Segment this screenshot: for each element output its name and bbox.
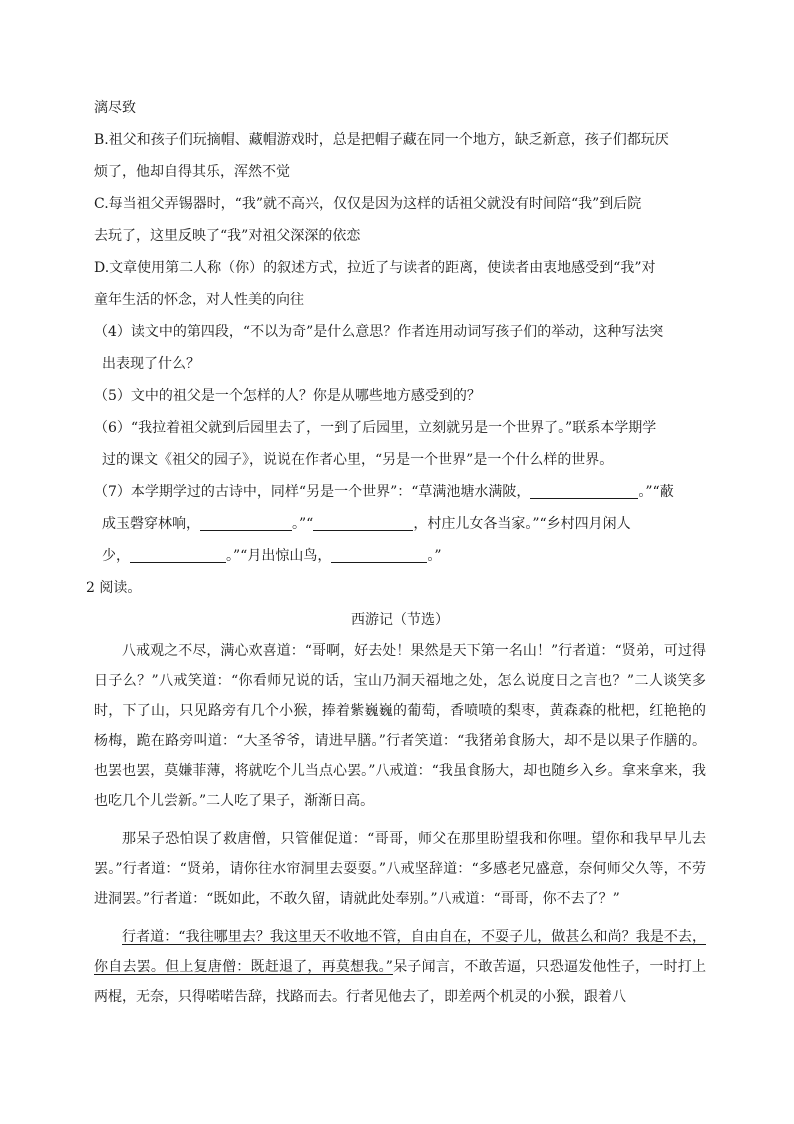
question-7-line2 [94, 514, 706, 534]
option-c-line1: C.每当祖父弄锡器时，“我”就不高兴，仅仅是因为这样的话祖父就没有时间陪“我”到后院 [94, 196, 642, 212]
question-6-line1: （6）“我拉着祖父就到后园里去了，一到了后园里，立刻就另是一个世界了。”联系本学期学 [94, 420, 657, 436]
question-7-text-c: 成玉磬穿林响， [102, 516, 200, 532]
passage-paragraph-2: 那呆子恐怕误了救唐僧，只管催促道：“哥哥，师父在那里盼望我和你哩。望你和我早早儿去罢。”行者道：“贤弟，请你往水帘洞里去耍耍。”八戒坚辞道：“多感老兄盛意，奈何师父久等，不劳进洞罢。”行者道：“既如此，不敢久留，请就此处奉别。”八戒道：“哥哥，你不去了？” [94, 831, 706, 907]
passage-paragraph-1: 八戒观之不尽，满心欢喜道：“哥啊，好去处！果然是天下第一名山！”行者道：“贤弟，可过得日子么？”八戒笑道：“你看师兄说的话，宝山乃洞天福地之处，怎么说度日之言也？”二人谈笑多时，下了山，只见路旁有几个小猴，捧着紫巍巍的葡萄，香喷喷的梨枣，黄森森的枇杷，红艳艳的杨梅，跪在路旁叫道：“大圣爷爷，请进早膳。”行者笑道：“我猪弟食肠大，却不是以果子作膳的。也罢也罢，莫嫌菲薄，将就吃个儿当点心罢。”八戒道：“我虽食肠大，却也随乡入乡。拿来拿来，我也吃几个儿尝新。”二人吃了果子，渐渐日高。 [94, 643, 706, 809]
question-7-text-f: 少， [102, 548, 130, 564]
option-a-tail: 漓尽致 [94, 100, 136, 116]
option-c-line2: 去玩了，这里反映了“我”对祖父深深的依恋 [94, 228, 361, 244]
option-d-line2: 童年生活的怀念，对人性美的向往 [94, 292, 304, 308]
answer-blank-3[interactable] [313, 514, 413, 531]
answer-blank-4[interactable] [130, 546, 226, 563]
option-b-line2: 烦了，他却自得其乐，浑然不觉 [94, 164, 290, 180]
passage-paragraph-3-rest: 呆子闻言，不敢苦逼，只恐逼发他性子，一时打上两棍，无奈，只得喏喏告辞，找路而去。行者见他去了，即差两个机灵的小猴，跟着八 [94, 959, 707, 1005]
question-7-text-a: （7）本学期学过的古诗中，同样“另是一个世界”：“草满池塘水满陂， [94, 484, 531, 500]
passage-paragraph-3 [94, 922, 706, 1012]
answer-blank-1[interactable] [530, 482, 638, 499]
option-d-line1: D.文章使用第二人称（你）的叙述方式，拉近了与读者的距离，使读者由衷地感受到“我”对 [94, 260, 656, 276]
question-5: （5）文中的祖父是一个怎样的人？你是从哪些地方感受到的？ [94, 388, 481, 404]
question-7-line3 [94, 546, 706, 566]
passage-title: 西游记（节选） [351, 612, 449, 628]
document-page [86, 98, 707, 1012]
question-7-text-e: ，村庄儿女各当家。”“乡村四月闲人 [413, 516, 631, 532]
question-7-text-h: 。” [427, 548, 442, 564]
question-6-line2: 过的课文《祖父的园子》，说说在作者心里，“另是一个世界”是一个什么样的世界。 [102, 452, 614, 468]
answer-blank-5[interactable] [331, 546, 427, 563]
question-4-line2: 出表现了什么？ [102, 356, 200, 372]
question-7-text-b: 。”“蔽 [638, 484, 674, 500]
answer-blank-2[interactable] [200, 514, 292, 531]
question-7-text-g: 。”“月出惊山鸟， [226, 548, 332, 564]
question-4-line1: （4）读文中的第四段，“不以为奇”是什么意思？作者连用动词写孩子们的举动，这种写法突 [94, 324, 664, 340]
question-7-text-d: 。”“ [292, 516, 314, 532]
section-2-heading: 2 阅读。 [86, 580, 142, 596]
passage-underlined-sentence: 行者道：“我往哪里去？我这里天不收地不管，自由自在，不耍子儿，做甚么和尚？我是不去，你自去罢。但上复唐僧：既赶退了，再莫想我。” [94, 929, 706, 975]
option-b-line1: B.祖父和孩子们玩摘帽、藏帽游戏时，总是把帽子藏在同一个地方，缺乏新意，孩子们都玩厌 [94, 132, 669, 148]
question-7-line1 [94, 482, 706, 502]
